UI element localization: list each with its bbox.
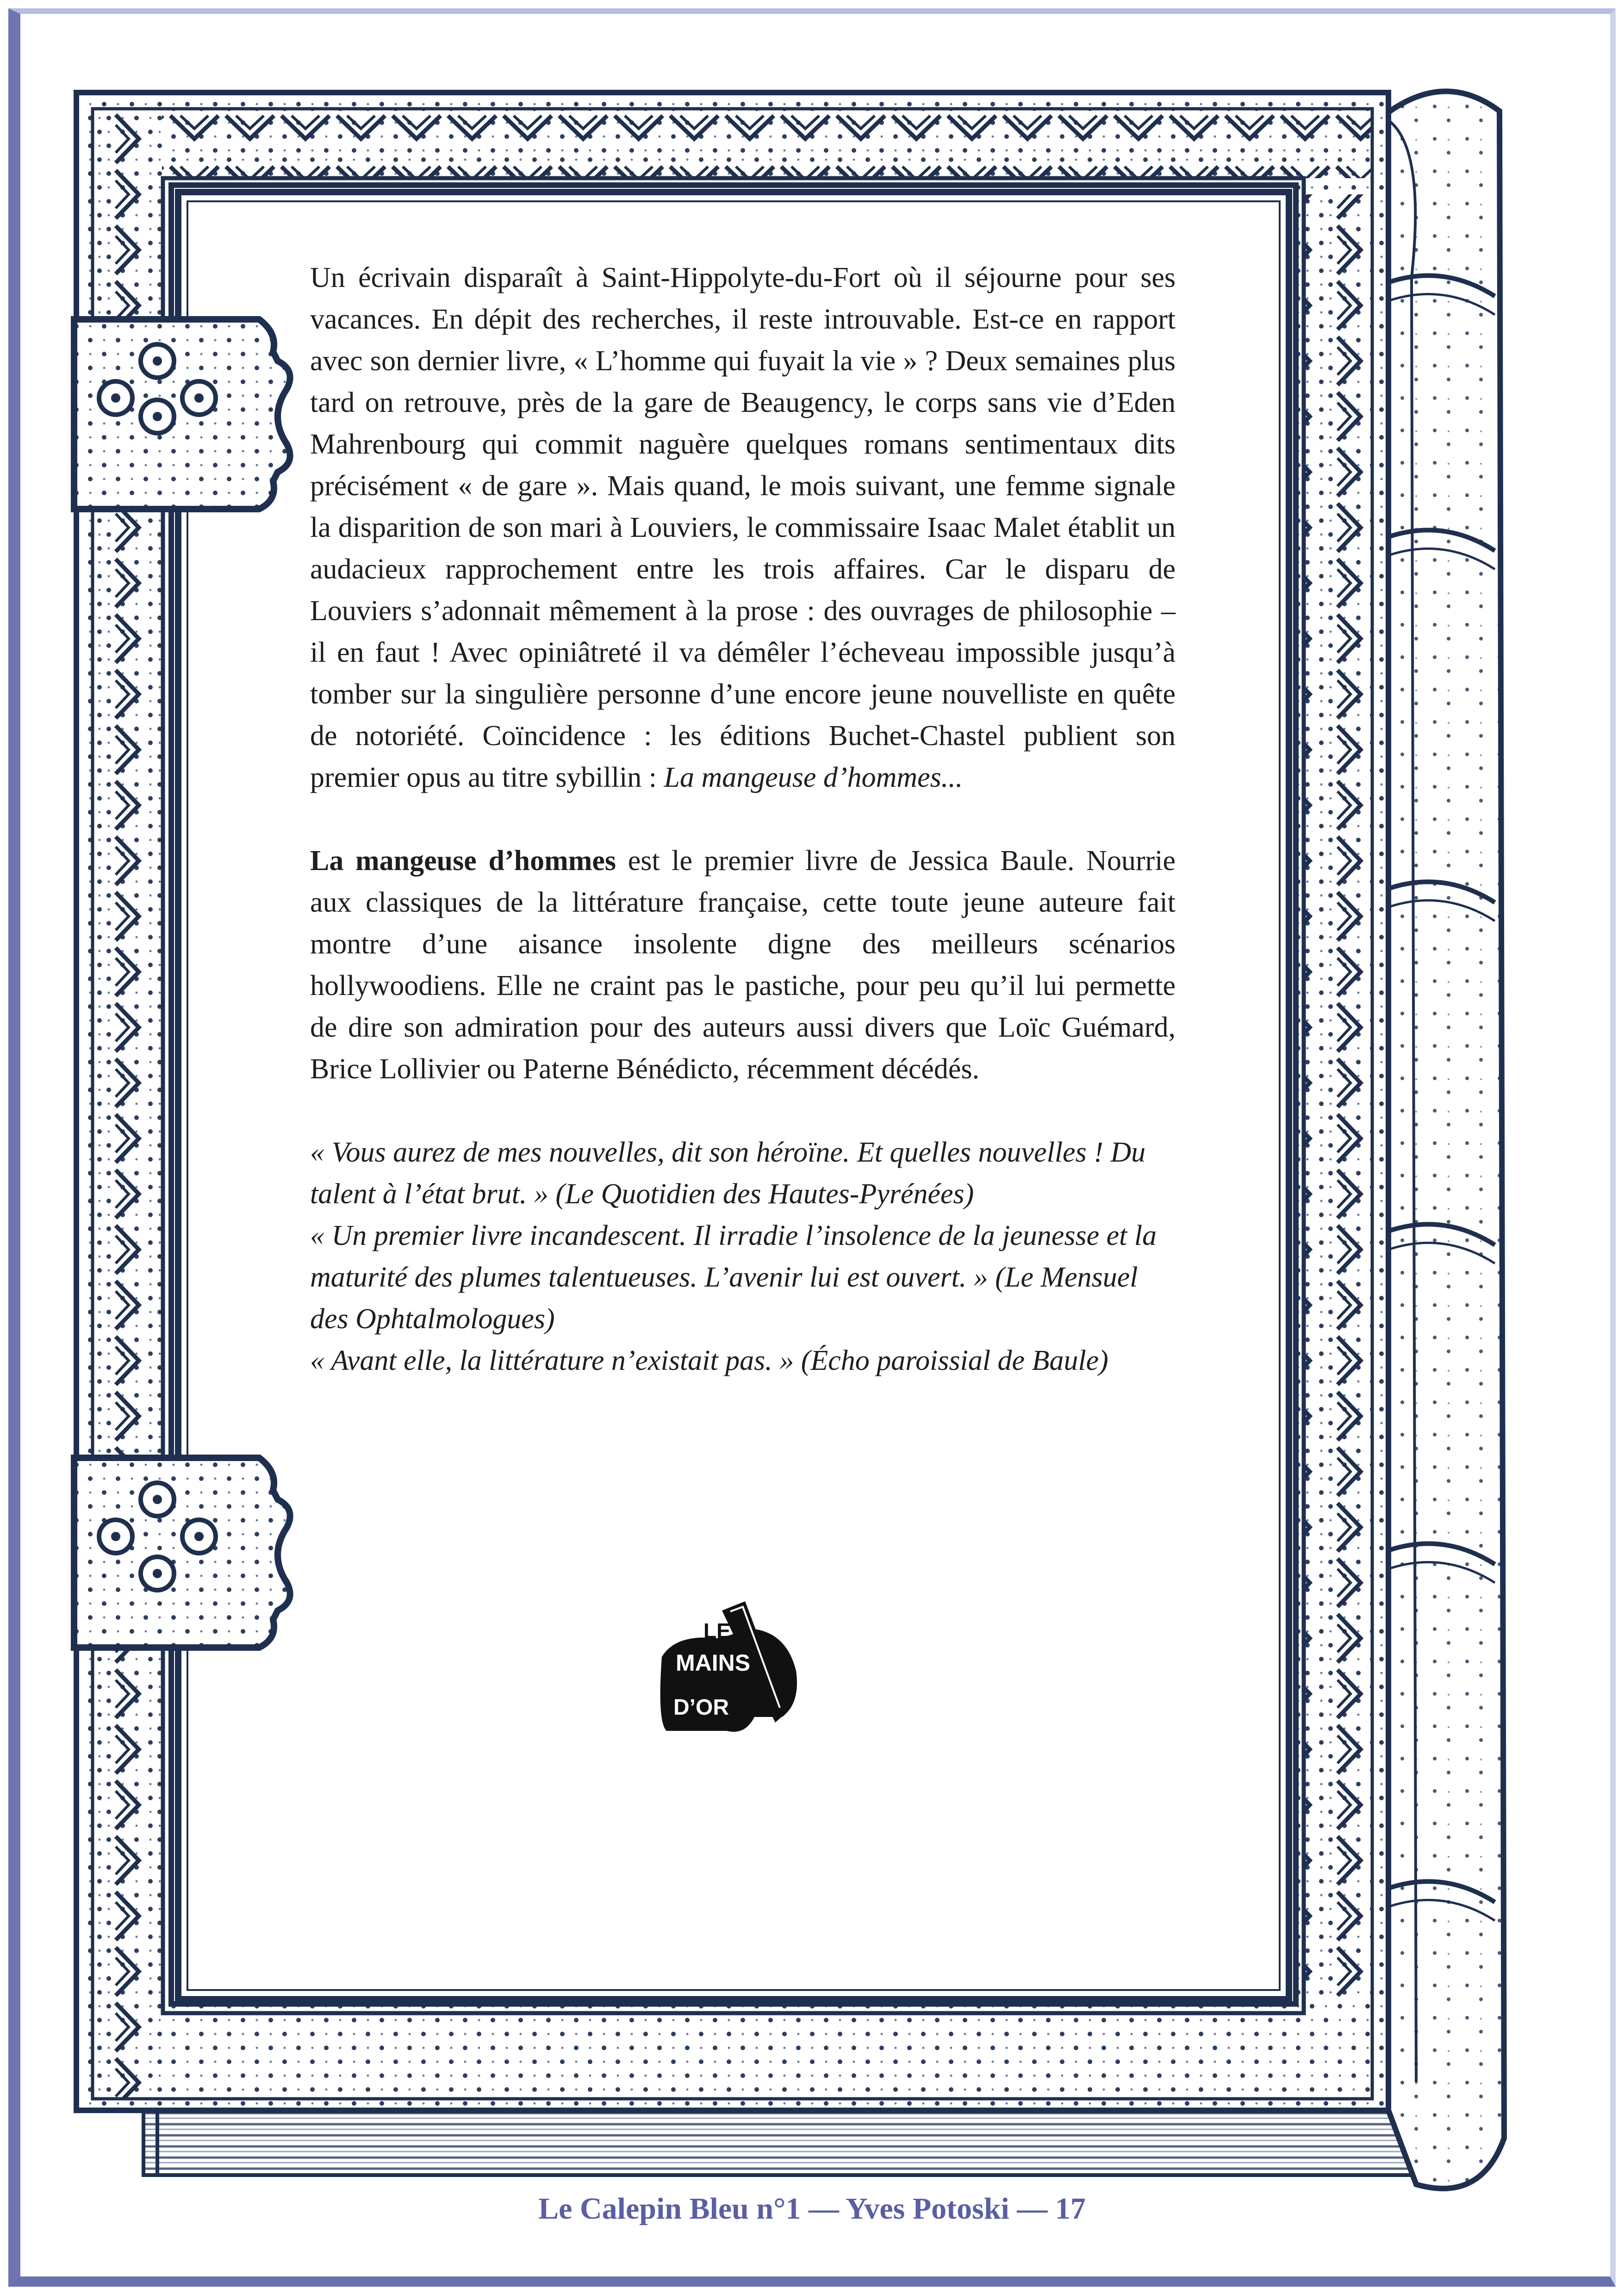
synopsis-paragraph [310, 257, 1176, 798]
book-title-italic: La mangeuse d’hommes... [664, 762, 963, 793]
book-spine [1384, 91, 1504, 2189]
book-title-bold: La mangeuse d’hommes [310, 845, 616, 877]
logo-text-les: LES [703, 1619, 745, 1643]
author-paragraph [310, 840, 1176, 1090]
publisher-logo [648, 1601, 815, 1740]
press-quote: « Avant elle, la littérature n’existait pas. » (Écho paroissial de Baule) [310, 1345, 1108, 1376]
bottom-hinge-icon [74, 1458, 290, 1648]
author-text: est le premier livre de Jessica Baule. Nourrie aux classiques de la littérature française, cette toute jeune auteure fait montre d’une aisance insolente digne des meilleurs scénarios hollywoodiens. Elle ne craint pas le pastiche, pour peu qu’il lui permette de dire son admiration pour des auteurs aussi divers que Loïc Guémard, Brice Lollivier ou Paterne Bénédicto, récemment décédés. [310, 845, 1176, 1085]
press-quote: « Un premier livre incandescent. Il irradie l’insolence de la jeunesse et la maturité des plumes talentueuses. L’avenir lui est ouvert. » (Le Mensuel des Ophtalmologues) [310, 1220, 1157, 1335]
logo-text-mains: MAINS [676, 1650, 751, 1676]
press-quote: « Vous aurez de mes nouvelles, dit son héroïne. Et quelles nouvelles ! Du talent à l’état brut. » (Le Quotidien des Hautes-Pyrénées) [310, 1137, 1146, 1210]
logo-text-dor: D’OR [673, 1695, 729, 1720]
top-hinge-icon [74, 319, 290, 509]
body-text [310, 257, 1176, 1381]
press-quotes [310, 1132, 1176, 1381]
page-footer: Le Calepin Bleu n°1 — Yves Potoski — 17 [538, 2192, 1086, 2226]
synopsis-text: Un écrivain disparaît à Saint-Hippolyte-du-Fort où il séjourne pour ses vacances. En dépit des recherches, il reste introuvable. Est-ce en rapport avec son dernier livre, « L’homme qui fuyait la vie » ? Deux semaines plus tard on retrouve, près de la gare de Beaugency, le corps sans vie d’Eden Mahrenbourg qui commit naguère quelques romans sentimentaux dits précisément « de gare ». Mais quand, le mois suivant, une femme signale la disparition de son mari à Louviers, le commissaire Isaac Malet établit un audacieux rapprochement entre les trois affaires. Car le disparu de Louviers s’adonnait mêmement à la prose : des ouvrages de philosophie – il en faut ! Avec opiniâtreté il va démêler l’écheveau impossible jusqu’à tomber sur la singulière personne d’une encore jeune nouvelliste en quête de notoriété. Coïncidence : les éditions Buchet-Chastel publient son premier opus au titre sybillin : [310, 262, 1176, 793]
